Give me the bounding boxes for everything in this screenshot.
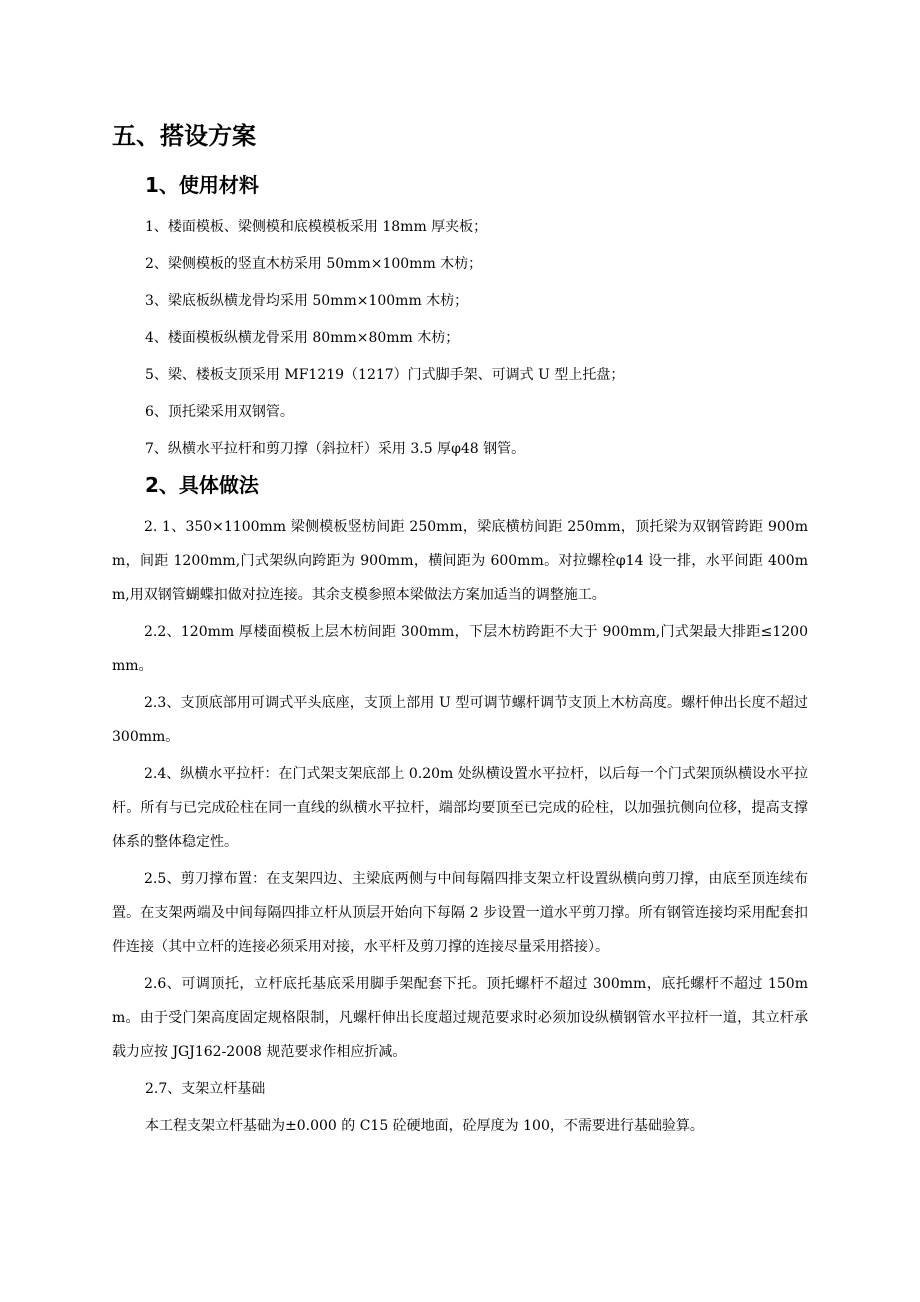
material-item: 4、楼面模板纵横龙骨采用 80mm×80mm 木枋； [145,330,460,346]
method-paragraph-2-4: 2.4、纵横水平拉杆：在门式架支架底部上 0.20m 处纵横设置水平拉杆，以后每一个门式架顶纵横设水平拉杆。所有与已完成砼柱在同一直线的纵横水平拉杆，端部均要顶至已完成的砼柱，以加强抗侧向位移，提高支撑体系的整体稳定性。 [112,766,808,850]
material-item: 3、梁底板纵横龙骨均采用 50mm×100mm 木枋； [145,293,469,309]
method-paragraph-2-1: 2. 1、350×1100mm 梁侧模板竖枋间距 250mm，梁底横枋间距 250mm，顶托梁为双钢管跨距 900mm，间距 1200mm,门式架纵向跨距为 900mm，横间距为 600mm。对拉螺栓φ14 设一排，水平间距 400mm,用双钢管蝴蝶扣做对拉连接。其余支模参照本梁做法方案加适当的调整施工。 [112,519,808,603]
method-subtitle-2-7: 2.7、支架立杆基础 [145,1081,266,1097]
material-item: 6、顶托梁采用双钢管。 [145,404,294,420]
materials-list [145,212,825,471]
method-paragraph-2-5: 2.5、剪刀撑布置：在支架四边、主梁底两侧与中间每隔四排支架立杆设置纵横向剪刀撑，由底至顶连续布置。在支架两端及中间每隔四排立杆从顶层开始向下每隔 2 步设置一道水平剪刀撑。所有钢管连接均采用配套扣件连接（其中立杆的连接必须采用对接，水平杆及剪刀撑的连接尽量采用搭接）。 [112,871,808,955]
method-paragraph-2-6: 2.6、可调顶托，立杆底托基底采用脚手架配套下托。顶托螺杆不超过 300mm，底托螺杆不超过 150mm。由于受门架高度固定规格限制，凡螺杆伸出长度超过规范要求时必须加设纵横钢管水平拉杆一道，其立杆承载力应按 JGJ162-2008 规范要求作相应折减。 [112,976,808,1060]
methods-body [112,510,808,1146]
method-paragraph-2-2: 2.2、120mm 厚楼面模板上层木枋间距 300mm，下层木枋跨距不大于 900mm,门式架最大排距≤1200mm。 [112,624,808,674]
material-item: 1、楼面模板、梁侧模和底模模板采用 18mm 厚夹板； [145,219,488,235]
method-paragraph-2-7: 本工程支架立杆基础为±0.000 的 C15 砼硬地面，砼厚度为 100，不需要进行基础验算。 [145,1118,704,1134]
section-title-methods: 2、具体做法 [145,473,259,497]
section-title-materials: 1、使用材料 [145,173,259,197]
material-item: 5、梁、楼板支顶采用 MF1219（1217）门式脚手架、可调式 U 型上托盘； [145,367,625,383]
material-item: 7、纵横水平拉杆和剪刀撑（斜拉杆）采用 3.5 厚φ48 钢管。 [145,441,526,457]
method-paragraph-2-3: 2.3、支顶底部用可调式平头底座，支顶上部用 U 型可调节螺杆调节支顶上木枋高度。螺杆伸出长度不超过 300mm。 [112,695,808,745]
material-item: 2、梁侧模板的竖直木枋采用 50mm×100mm 木枋； [145,256,483,272]
chapter-heading: 五、搭设方案 [112,122,256,150]
